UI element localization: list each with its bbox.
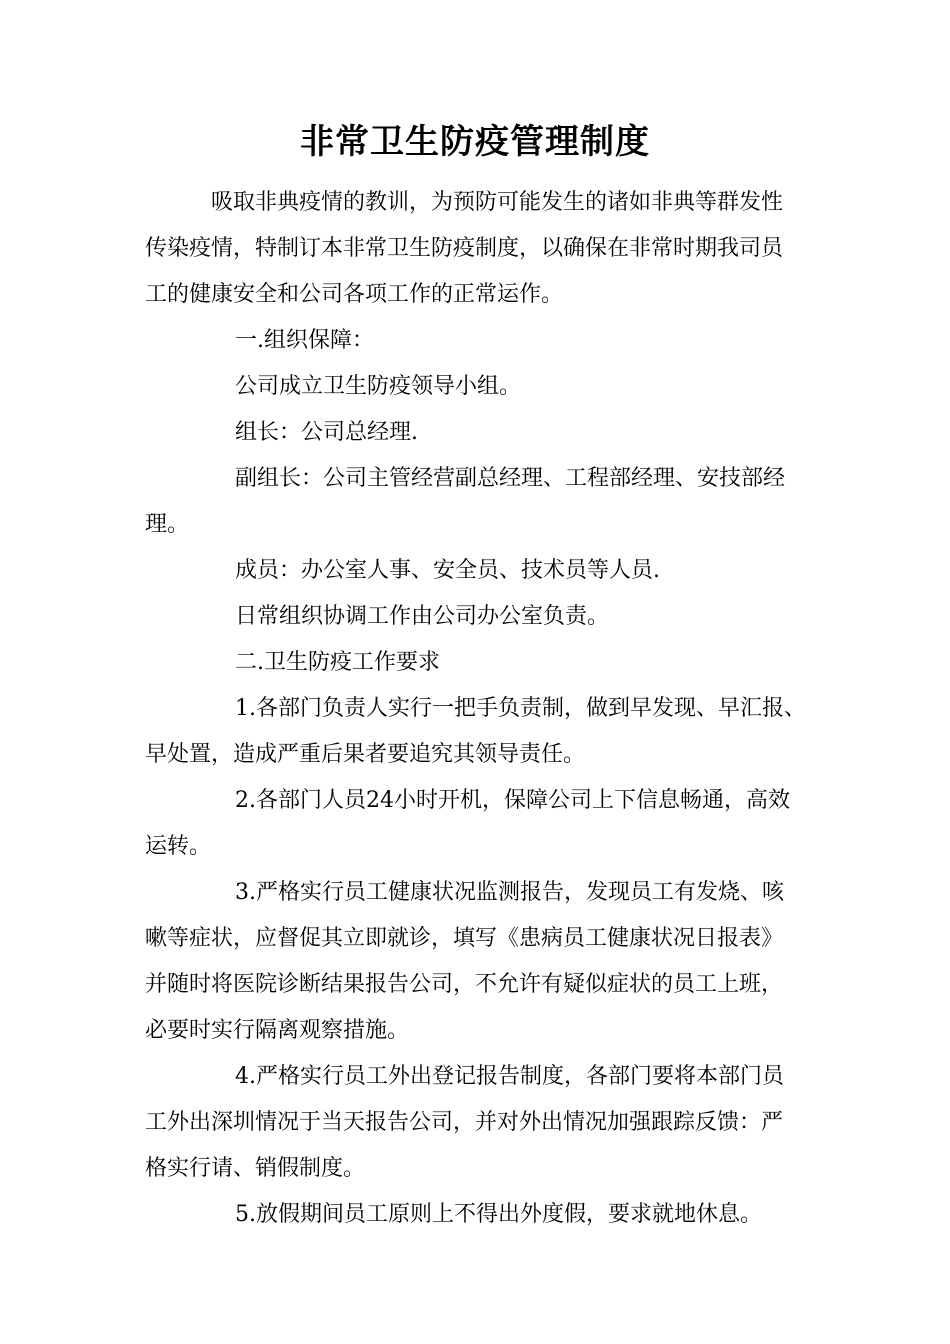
requirement-5 [145,1192,817,1238]
intro-line-1: 吸取非典疫情的教训，为预防可能发生的诸如非典等群发性 [211,190,784,215]
requirement-2 [145,778,817,870]
org-paragraph-3 [145,456,817,548]
intro-line-2: 传染疫情，特制订本非常卫生防疫制度，以确保在非常时期我司员 [145,236,784,261]
requirement-4-line-2: 工外出深圳情况于当天报告公司，并对外出情况加强跟踪反馈：严 [145,1110,784,1135]
requirement-1 [145,686,817,778]
requirement-3-line-3: 并随时将医院诊断结果报告公司，不允许有疑似症状的员工上班， [145,972,784,997]
requirement-3-line-4: 必要时实行隔离观察措施。 [145,1018,410,1043]
requirement-3-line-1: 3.严格实行员工健康状况监测报告，发现员工有发烧、咳 [235,880,784,905]
requirement-2-line-2: 运转。 [145,834,212,859]
section-2-heading: 二.卫生防疫工作要求 [235,650,440,675]
requirement-1-line-1: 1.各部门负责人实行一把手负责制，做到早发现、早汇报、 [235,696,806,721]
intro-paragraph [145,180,817,318]
requirement-3 [145,870,817,1054]
org-line-2: 组长：公司总经理. [235,420,418,445]
requirement-1-line-2: 早处置，造成严重后果者要追究其领导责任。 [145,742,586,767]
document-title: 非常卫生防疫管理制度 [300,122,650,162]
org-line-3b: 理。 [145,512,190,537]
intro-line-3: 工的健康安全和公司各项工作的正常运作。 [145,282,564,307]
org-line-1: 公司成立卫生防疫领导小组。 [235,374,522,399]
requirement-4-line-1: 4.严格实行员工外出登记报告制度，各部门要将本部门员 [235,1064,784,1089]
document-body [145,180,817,1238]
requirement-3-line-2: 嗽等症状，应督促其立即就诊，填写《患病员工健康状况日报表》 [145,926,784,951]
requirement-2-line-1: 2.各部门人员24小时开机，保障公司上下信息畅通，高效 [235,788,790,813]
requirement-4 [145,1054,817,1192]
section-1-heading: 一.组织保障： [235,328,374,353]
org-line-5: 日常组织协调工作由公司办公室负责。 [235,604,610,629]
org-line-4: 成员：办公室人事、安全员、技术员等人员. [235,558,660,583]
requirement-4-line-3: 格实行请、销假制度。 [145,1156,366,1181]
requirement-5-line-1: 5.放假期间员工原则上不得出外度假，要求就地休息。 [235,1202,762,1227]
org-line-3a: 副组长：公司主管经营副总经理、工程部经理、安技部经 [235,466,786,491]
